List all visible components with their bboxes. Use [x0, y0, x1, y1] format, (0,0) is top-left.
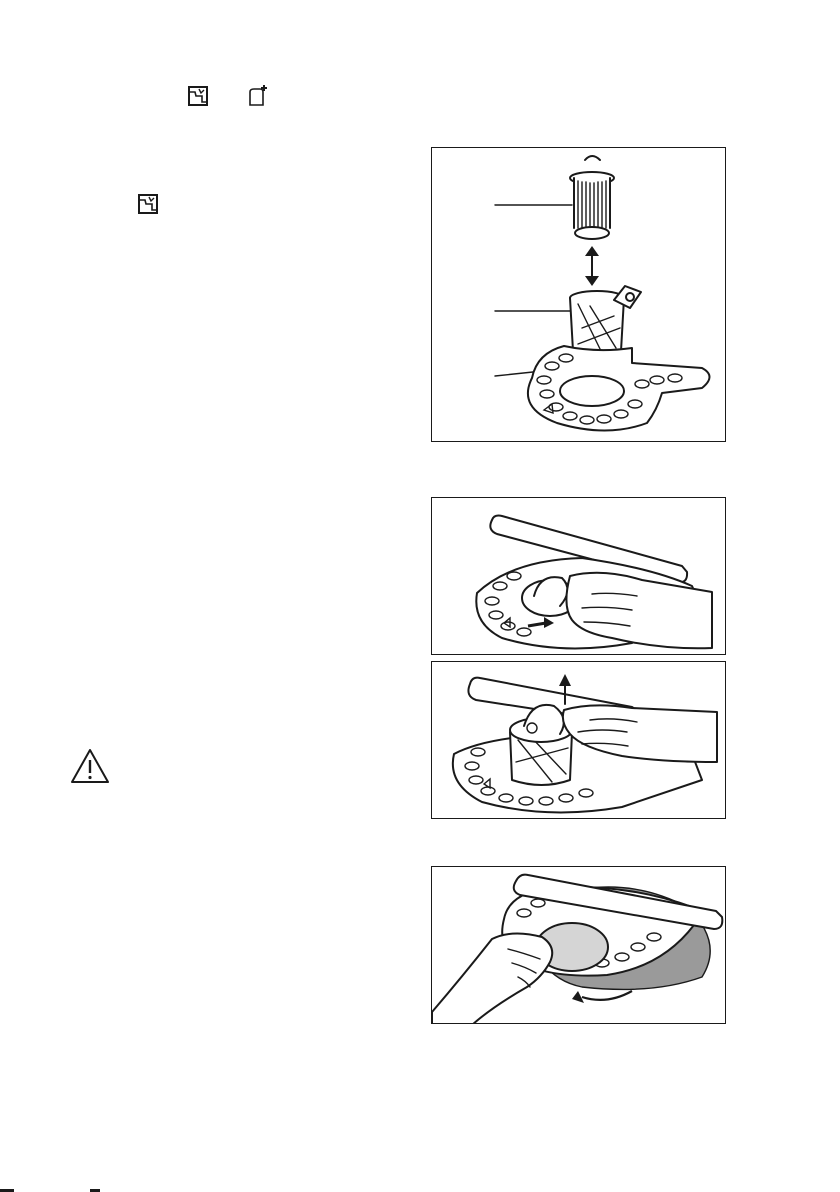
hand: [432, 933, 552, 1024]
fine-filter: [570, 156, 614, 239]
figure-filter-unlock: [431, 497, 726, 655]
warning-triangle-icon: [70, 748, 110, 784]
figure-filter-assembly: [431, 147, 726, 442]
figure-filter-lift: [431, 661, 726, 819]
flat-filter: [528, 346, 710, 431]
filter-clean-icon: [136, 192, 160, 216]
filter-clean-icon: [186, 84, 210, 108]
figure-flat-filter-reinstall: [431, 866, 726, 1024]
lift-arrow: [559, 674, 571, 686]
assembly-arrow: [585, 246, 599, 286]
coarse-filter: [570, 286, 641, 356]
salt-refill-icon: [246, 84, 270, 108]
